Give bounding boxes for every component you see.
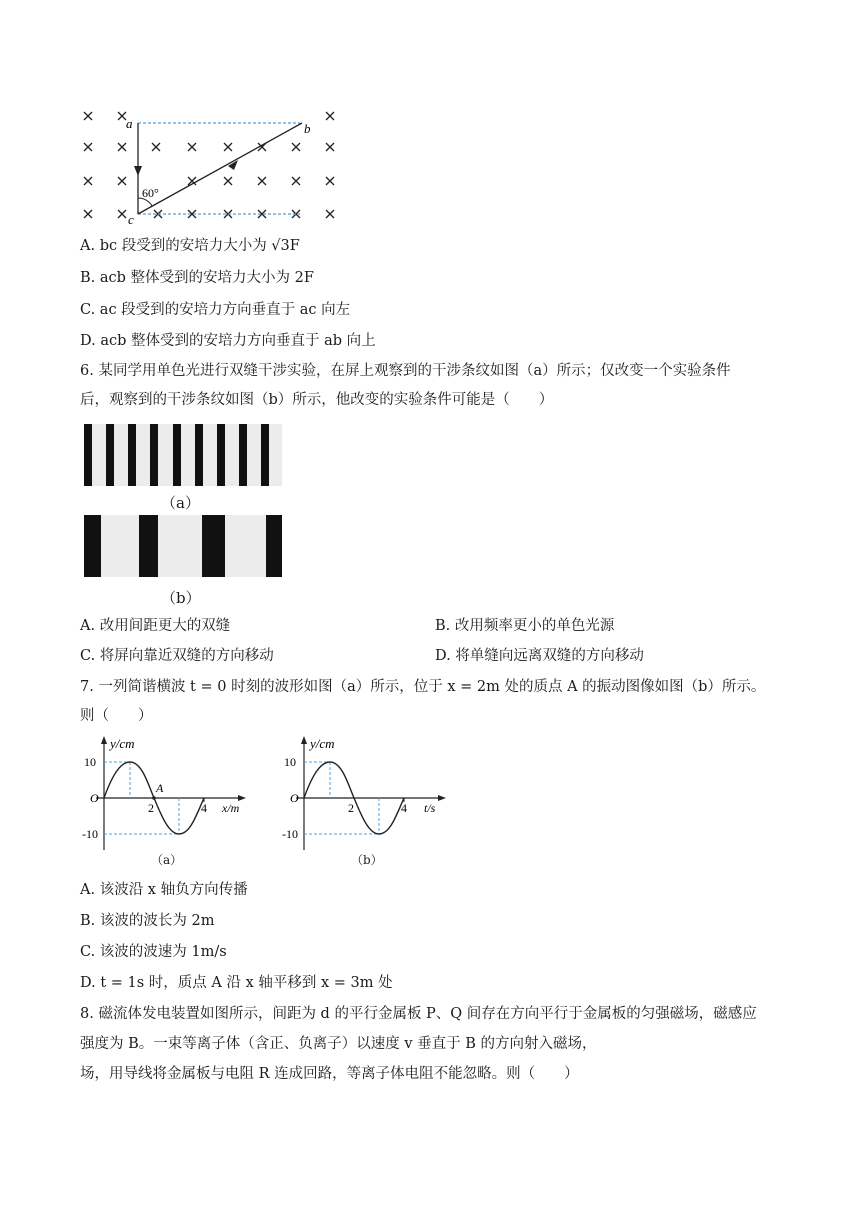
origin-b: O: [290, 791, 299, 805]
tick-2-b: 2: [348, 801, 354, 815]
point-a-label: A: [156, 781, 164, 795]
q5-option-d: D. acb 整体受到的安培力方向垂直于 ab 向上: [80, 333, 376, 349]
q5-field-figure: [78, 104, 348, 228]
fringe-caption-a: （a）: [161, 494, 200, 512]
ylabel-a: y/cm: [110, 736, 135, 751]
fringe-pattern-a: [84, 424, 282, 486]
q7-option-c: C. 该波的波速为 1m/s: [80, 944, 227, 960]
q7-option-b: B. 该波的波长为 2m: [80, 913, 215, 929]
origin-a: O: [90, 791, 99, 805]
q6-option-c: C. 将屏向靠近双缝的方向移动: [80, 648, 274, 664]
q7-option-d: D. t = 1s 时，质点 A 沿 x 轴平移到 x = 3m 处: [80, 975, 393, 991]
fringe-pattern-b: [84, 515, 282, 577]
q8-stem-line1: 8. 磁流体发电装置如图所示，间距为 d 的平行金属板 P、Q 间存在方向平行于金属板的匀强磁场，磁感应: [80, 1006, 757, 1022]
q7-stem-line1: 7. 一列简谐横波 t = 0 时刻的波形如图（a）所示，位于 x = 2m 处的质点 A 的振动图像如图（b）所示。: [80, 679, 766, 695]
label-a: a: [126, 116, 133, 131]
tick-10-a: 10: [84, 755, 96, 769]
tick-neg10-a: -10: [82, 827, 98, 841]
q5-option-b: B. acb 整体受到的安培力大小为 2F: [80, 270, 314, 286]
q7-option-a: A. 该波沿 x 轴负方向传播: [80, 882, 248, 898]
label-c: c: [128, 212, 134, 227]
xlabel-b: t/s: [424, 801, 436, 815]
wire-cb: [138, 123, 302, 214]
tick-10-b: 10: [284, 755, 296, 769]
label-angle: 60°: [142, 186, 159, 200]
tick-neg10-b: -10: [282, 827, 298, 841]
arrow-ac: [134, 166, 142, 176]
wave-caption-b: （b）: [351, 853, 383, 867]
q6-stem-line1: 6. 某同学用单色光进行双缝干涉实验，在屏上观察到的干涉条纹如图（a）所示；仅改变一个实验条件: [80, 363, 731, 379]
q8-stem-line2: 强度为 B。一束等离子体（含正、负离子）以速度 v 垂直于 B 的方向射入磁场，: [80, 1036, 597, 1052]
q6-stem-line2: 后，观察到的干涉条纹如图（b）所示，他改变的实验条件可能是（ ）: [80, 392, 554, 408]
tick-2-a: 2: [148, 801, 154, 815]
q6-option-a: A. 改用间距更大的双缝: [80, 618, 231, 634]
q5-option-a: A. bc 段受到的安培力大小为 √3F: [80, 238, 300, 254]
tick-4-b: 4: [401, 801, 407, 815]
xlabel-a: x/m: [222, 801, 240, 815]
fringe-caption-b: （b）: [161, 589, 201, 607]
q6-option-d: D. 将单缝向远离双缝的方向移动: [435, 648, 644, 664]
ylabel-b: y/cm: [310, 736, 335, 751]
spacer: [0, 0, 1, 1]
q5-option-c: C. ac 段受到的安培力方向垂直于 ac 向左: [80, 302, 351, 318]
tick-4-a: 4: [201, 801, 207, 815]
wave-caption-a: （a）: [151, 853, 183, 867]
q6-option-b: B. 改用频率更小的单色光源: [435, 618, 615, 634]
cross-grid: [84, 112, 334, 218]
label-b: b: [304, 121, 311, 136]
q8-stem-line3: 场，用导线将金属板与电阻 R 连成回路，等离子体电阻不能忽略。则（ ）: [80, 1066, 579, 1082]
q7-stem-line2: 则（ ）: [80, 708, 153, 724]
